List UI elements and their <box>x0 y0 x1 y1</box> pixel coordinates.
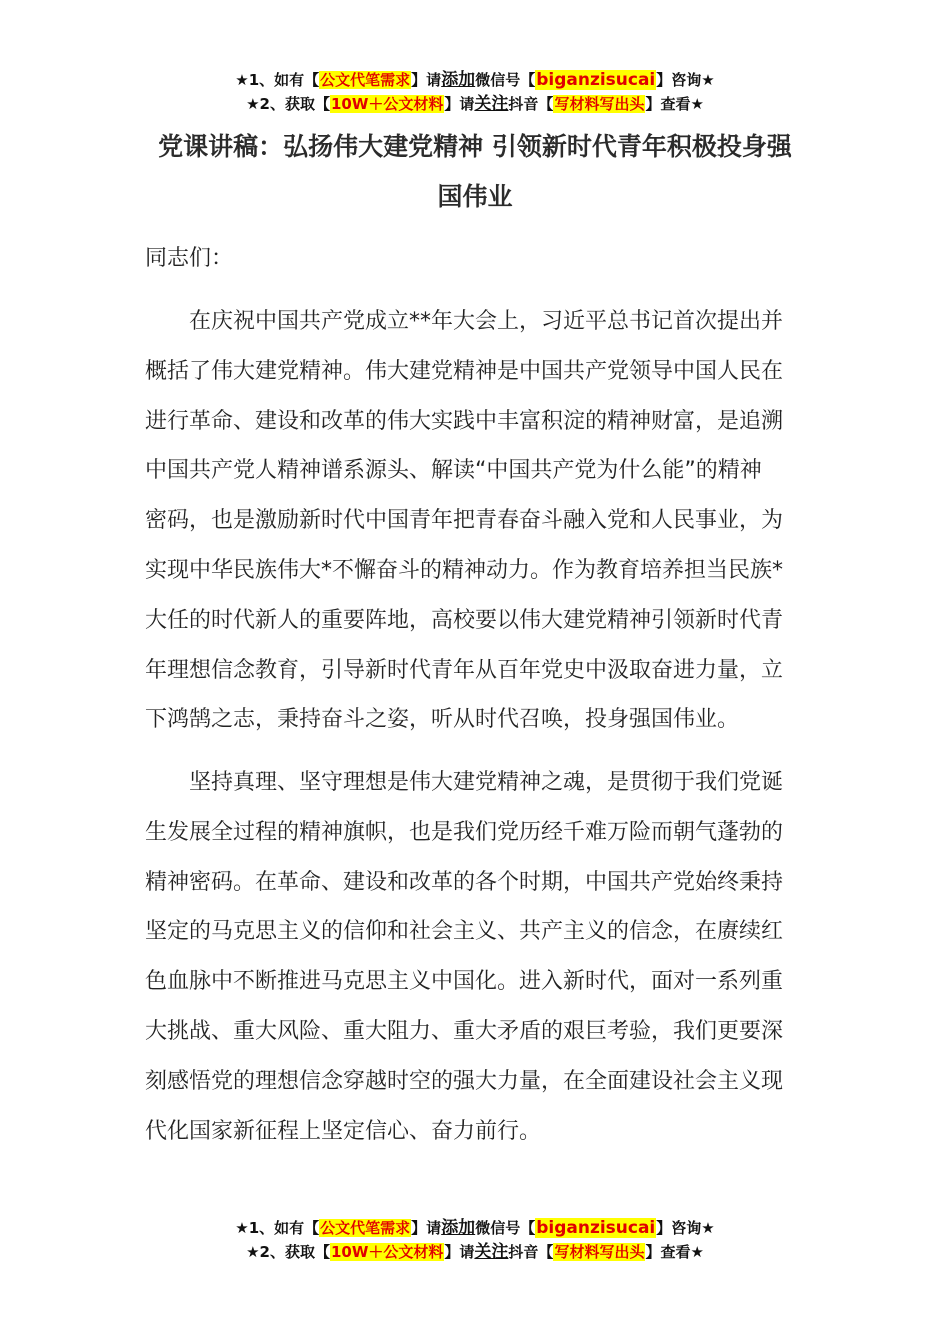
ad-line-1 <box>0 68 950 92</box>
ad-highlight-wechat-id: biganzisucai <box>536 70 656 90</box>
text-line: 大挑战、重大风险、重大阻力、重大矛盾的艰巨考验，我们更要深 <box>145 1018 784 1044</box>
ad-highlight: 10W＋公文材料 <box>330 95 444 113</box>
paragraph-2 <box>145 758 807 1156</box>
ad-text: 】请 <box>411 71 442 89</box>
text-line: 代化国家新征程上坚定信心、奋力前行。 <box>145 1118 542 1144</box>
text-line: 生发展全过程的精神旗帜，也是我们党历经千难万险而朝气蓬勃的 <box>145 819 784 845</box>
text-line: 色血脉中不断推进马克思主义中国化。进入新时代，面对一系列重 <box>145 969 784 995</box>
ad-text: 微信号【 <box>475 71 536 89</box>
ad-text: ★2、获取【 <box>246 1243 330 1261</box>
text-line: 坚持真理、坚守理想是伟大建党精神之魂，是贯彻于我们党诞 <box>145 770 784 795</box>
ad-underlined: 关注 <box>474 1242 509 1262</box>
ad-text: ★2、获取【 <box>246 95 330 113</box>
text-line: 大任的时代新人的重要阵地，高校要以伟大建党精神引领新时代青 <box>145 607 784 633</box>
ad-text: 】请 <box>444 95 475 113</box>
text-line: 密码，也是激励新时代中国青年把青春奋斗融入党和人民事业，为 <box>145 508 784 534</box>
ad-text: ★1、如有【 <box>235 71 320 89</box>
text-line: 下鸿鹄之志，秉持奋斗之姿，听从时代召唤，投身强国伟业。 <box>145 707 740 733</box>
ad-highlight: 公文代笔需求 <box>320 71 411 89</box>
text-line: 实现中华民族伟大*不懈奋斗的精神动力。作为教育培养担当民族* <box>145 557 784 583</box>
header-ad-banner <box>0 68 950 116</box>
footer-ad-banner <box>0 1216 950 1264</box>
salutation: 同志们： <box>145 246 234 271</box>
title-line: 党课讲稿：弘扬伟大建党精神 引领新时代青年积极投身强 <box>158 132 792 161</box>
ad-text: 】请 <box>411 1219 442 1237</box>
ad-underlined: 添加 <box>441 1218 476 1238</box>
ad-text: 】查看★ <box>645 95 704 113</box>
text-line: 刻感悟党的理想信念穿越时空的强大力量，在全面建设社会主义现 <box>145 1068 784 1094</box>
ad-text: 】咨询★ <box>656 1219 715 1237</box>
text-line: 坚定的马克思主义的信仰和社会主义、共产主义的信念，在赓续红 <box>145 919 784 945</box>
ad-highlight: 公文代笔需求 <box>320 1219 411 1237</box>
ad-text: 抖音【 <box>508 95 554 113</box>
ad-text: 】咨询★ <box>656 71 715 89</box>
ad-line-2 <box>0 92 950 116</box>
ad-text: 微信号【 <box>475 1219 536 1237</box>
ad-line-1 <box>0 1216 950 1240</box>
text-line: 中国共产党人精神谱系源头、解读“中国共产党为什么能”的精神 <box>145 458 762 484</box>
paragraph-1 <box>145 297 807 745</box>
ad-text: ★1、如有【 <box>235 1219 320 1237</box>
document-title <box>145 122 805 222</box>
ad-underlined: 关注 <box>474 94 509 114</box>
ad-underlined: 添加 <box>441 70 476 90</box>
ad-text: 抖音【 <box>508 1243 554 1261</box>
text-line: 精神密码。在革命、建设和改革的各个时期，中国共产党始终秉持 <box>145 869 784 895</box>
ad-text: 】请 <box>444 1243 475 1261</box>
ad-line-2 <box>0 1240 950 1264</box>
text-line: 进行革命、建设和改革的伟大实践中丰富积淀的精神财富，是追溯 <box>145 408 784 434</box>
text-line: 在庆祝中国共产党成立**年大会上，习近平总书记首次提出并 <box>145 309 784 334</box>
ad-highlight-douyin-id: 写材料写出头 <box>554 1243 645 1261</box>
text-line: 年理想信念教育，引导新时代青年从百年党史中汲取奋进力量，立 <box>145 657 784 683</box>
ad-text: 】查看★ <box>645 1243 704 1261</box>
text-line: 概括了伟大建党精神。伟大建党精神是中国共产党领导中国人民在 <box>145 358 784 384</box>
title-line: 国伟业 <box>437 182 513 211</box>
ad-highlight: 10W＋公文材料 <box>330 1243 444 1261</box>
ad-highlight-wechat-id: biganzisucai <box>536 1218 656 1238</box>
ad-highlight-douyin-id: 写材料写出头 <box>554 95 645 113</box>
